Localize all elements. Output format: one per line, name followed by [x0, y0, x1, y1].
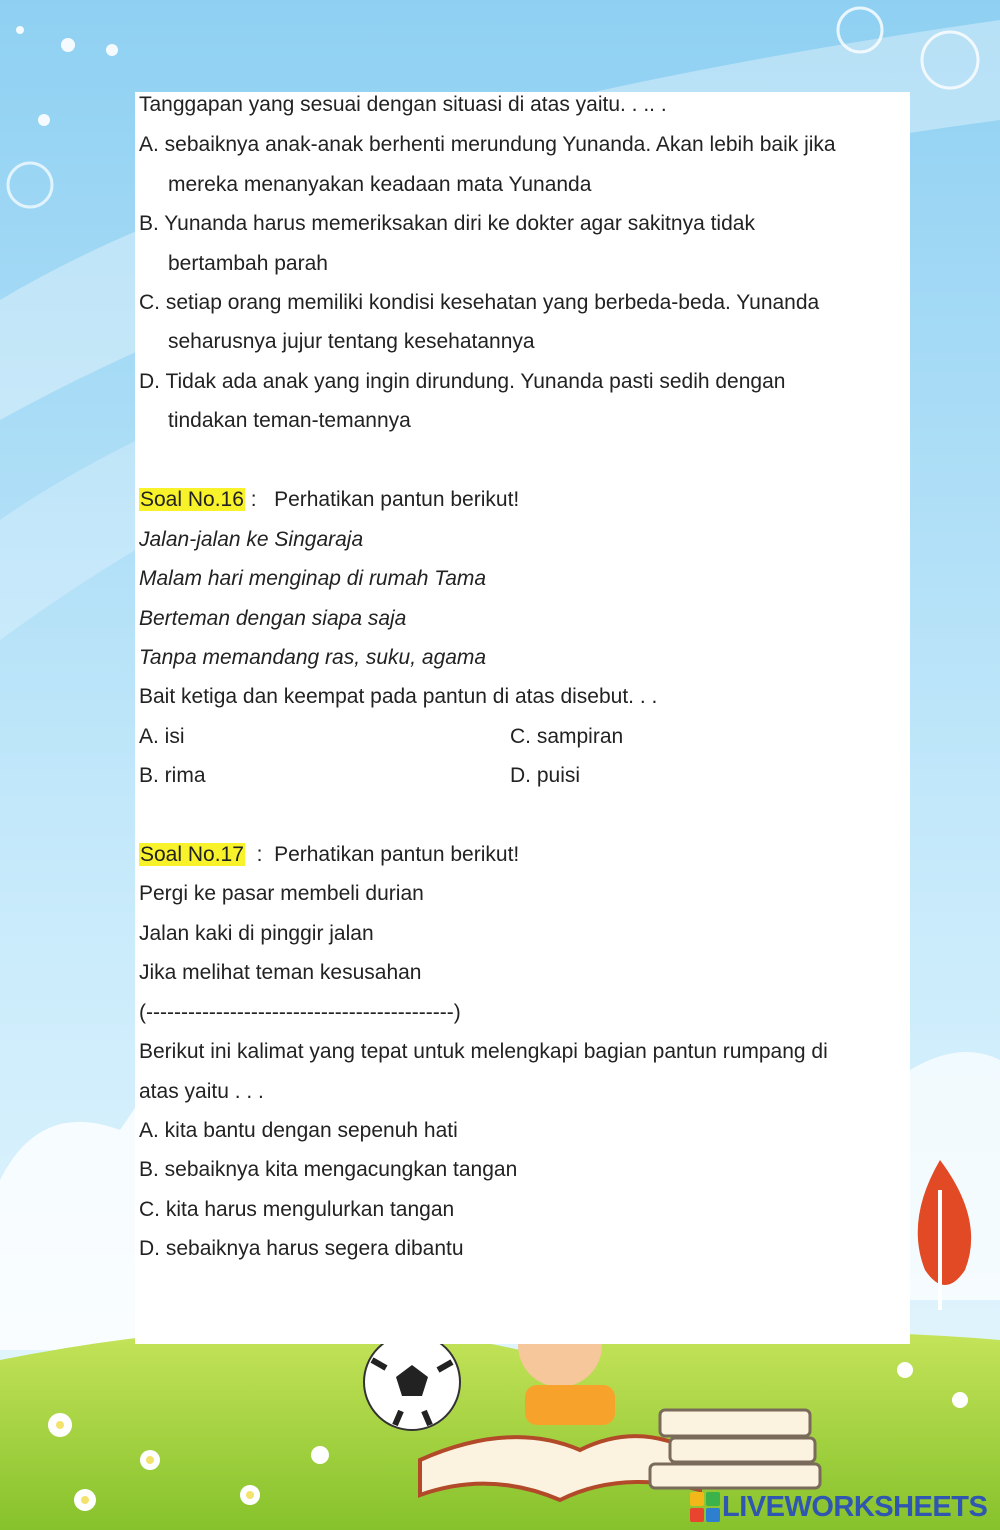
- q17-label: Soal No.17: [140, 843, 244, 866]
- q15-option-d: D. Tidak ada anak yang ingin dirundung. Yunanda pasti sedih dengan: [139, 370, 786, 393]
- q16-option-b: B. rima: [139, 764, 206, 787]
- stacked-books: [650, 1410, 820, 1488]
- q15-option-c-cont: seharusnya jujur tentang kesehatannya: [168, 330, 535, 353]
- q17-instruction: : Perhatikan pantun berikut!: [244, 843, 520, 866]
- q17-poem-line: Jika melihat teman kesusahan: [139, 961, 422, 984]
- q16-question: Bait ketiga dan keempat pada pantun di atas disebut. . .: [139, 685, 658, 708]
- q17-option-c: C. kita harus mengulurkan tangan: [139, 1198, 455, 1221]
- q16-header: [139, 485, 519, 515]
- q16-option-a: A. isi: [139, 725, 185, 748]
- q17-poem-line: Jalan kaki di pinggir jalan: [139, 922, 374, 945]
- q16-instruction: : Perhatikan pantun berikut!: [244, 488, 520, 511]
- q17-option-a: A. kita bantu dengan sepenuh hati: [139, 1119, 458, 1142]
- brand-text: LIVEWORKSHEETS: [722, 1490, 988, 1523]
- q15-option-a: A. sebaiknya anak-anak berhenti merundung Yunanda. Akan lebih baik jika: [139, 133, 836, 156]
- q17-question-cont: atas yaitu . . .: [139, 1080, 264, 1103]
- q16-poem-line: Malam hari menginap di rumah Tama: [139, 567, 487, 590]
- q16-poem-line: Tanpa memandang ras, suku, agama: [139, 646, 487, 669]
- q15-option-b-cont: bertambah parah: [168, 252, 328, 275]
- q16-option-c: C. sampiran: [510, 725, 624, 748]
- q17-question: Berikut ini kalimat yang tepat untuk melengkapi bagian pantun rumpang di: [139, 1040, 828, 1063]
- q15-prompt: Tanggapan yang sesuai dengan situasi di atas yaitu. . .. .: [139, 93, 667, 116]
- q15-option-c: C. setiap orang memiliki kondisi kesehatan yang berbeda-beda. Yunanda: [139, 291, 820, 314]
- q15-option-a-cont: mereka menanyakan keadaan mata Yunanda: [168, 173, 592, 196]
- q15-option-b: B. Yunanda harus memeriksakan diri ke dokter agar sakitnya tidak: [139, 212, 755, 235]
- q16-option-d: D. puisi: [510, 764, 581, 787]
- q17-option-b: B. sebaiknya kita mengacungkan tangan: [139, 1158, 518, 1181]
- q17-blank-line: (--------------------------------------------): [139, 1001, 461, 1024]
- q16-label: Soal No.16: [140, 488, 244, 511]
- q16-poem-line: Jalan-jalan ke Singaraja: [139, 528, 364, 551]
- q17-option-d: D. sebaiknya harus segera dibantu: [139, 1237, 464, 1260]
- q17-header: [139, 840, 519, 870]
- liveworksheets-logo-icon: [690, 1492, 720, 1522]
- liveworksheets-brand: [690, 1490, 987, 1524]
- q15-option-d-cont: tindakan teman-temannya: [168, 409, 411, 432]
- q17-poem-line: Pergi ke pasar membeli durian: [139, 882, 424, 905]
- soccer-ball: [364, 1334, 460, 1430]
- q16-poem-line: Berteman dengan siapa saja: [139, 607, 407, 630]
